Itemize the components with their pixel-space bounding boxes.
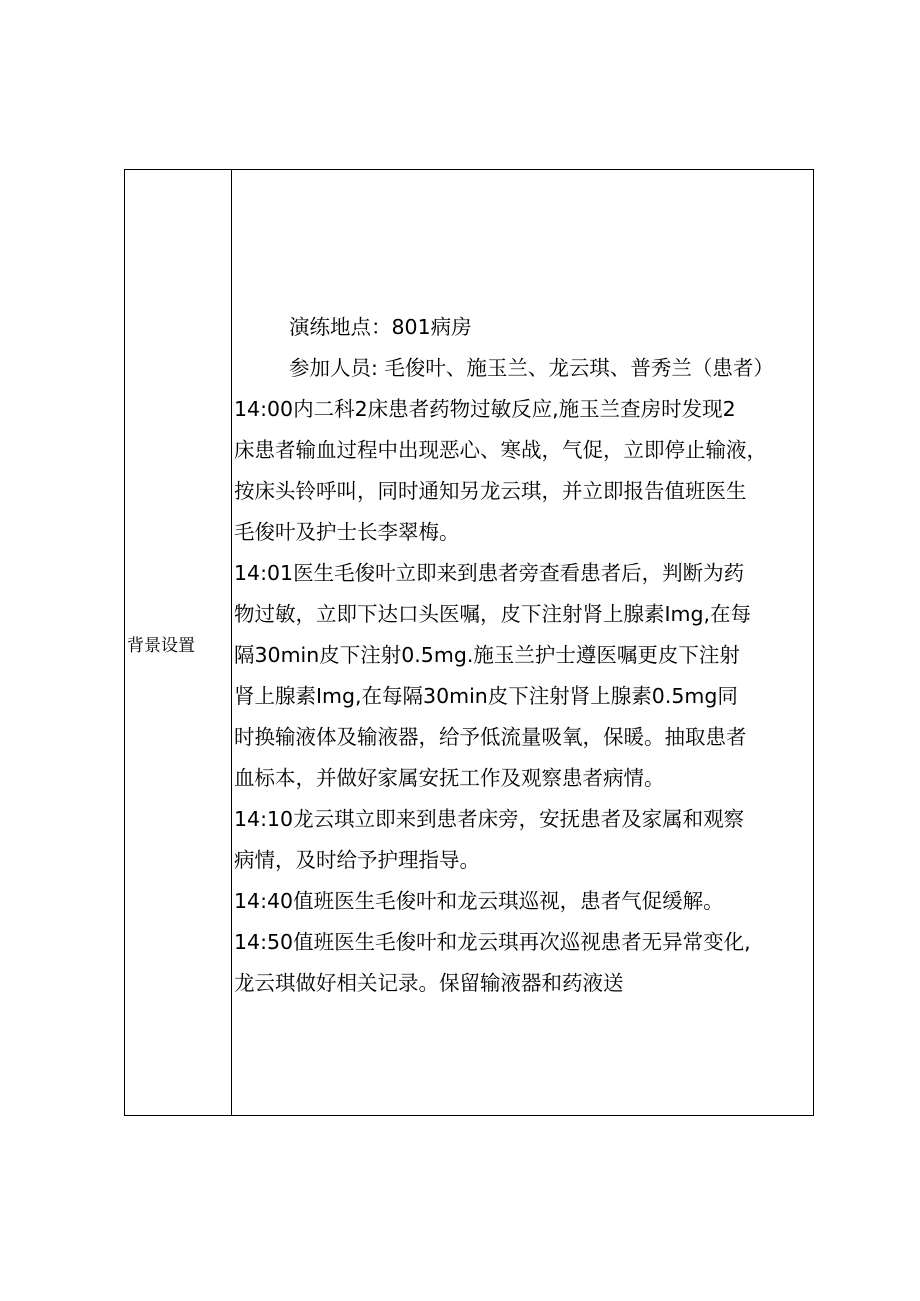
content-line: 肾上腺素Img,在每隔30min皮下注射肾上腺素0.5mg同 xyxy=(234,684,738,708)
content-line: 病情，及时给予护理指导。 xyxy=(234,848,480,872)
drill-location-line: 演练地点：801病房 xyxy=(289,315,472,339)
content-line: 14:00内二科2床患者药物过敏反应,施玉兰查房时发现2 xyxy=(234,397,736,421)
content-line: 14:01医生毛俊叶立即来到患者旁查看患者后，判断为药 xyxy=(234,561,745,585)
content-line: 毛俊叶及护士长李翠梅。 xyxy=(234,520,460,544)
label-cell xyxy=(125,170,232,1115)
participants-line: 参加人员: 毛俊叶、施玉兰、龙云琪、普秀兰（患者） xyxy=(289,356,774,380)
content-cell xyxy=(232,170,813,1115)
content-line: 物过敏，立即下达口头医嘱，皮下注射肾上腺素Img,在每 xyxy=(234,602,752,626)
content-line: 血标本，并做好家属安抚工作及观察患者病情。 xyxy=(234,766,665,790)
content-line: 按床头铃呼叫，同时通知另龙云琪，并立即报告值班医生 xyxy=(234,479,747,503)
drill-record-table xyxy=(124,169,814,1116)
row-label-background: 背景设置 xyxy=(127,636,195,656)
content-line: 时换输液体及输液器，给予低流量吸氧，保暖。抽取患者 xyxy=(234,725,747,749)
content-line: 14:10龙云琪立即来到患者床旁，安抚患者及家属和观察 xyxy=(234,807,745,831)
background-content xyxy=(234,307,812,1004)
content-line: 床患者输血过程中出现恶心、寒战，气促，立即停止输液， xyxy=(234,438,767,462)
content-line: 龙云琪做好相关记录。保留输液器和药液送 xyxy=(234,971,624,995)
content-line: 14:40值班医生毛俊叶和龙云琪巡视，患者气促缓解。 xyxy=(234,889,724,913)
content-line: 隔30min皮下注射0.5mg.施玉兰护士遵医嘱更皮下注射 xyxy=(234,643,740,667)
content-line: 14:50值班医生毛俊叶和龙云琪再次巡视患者无异常变化, xyxy=(234,930,751,954)
